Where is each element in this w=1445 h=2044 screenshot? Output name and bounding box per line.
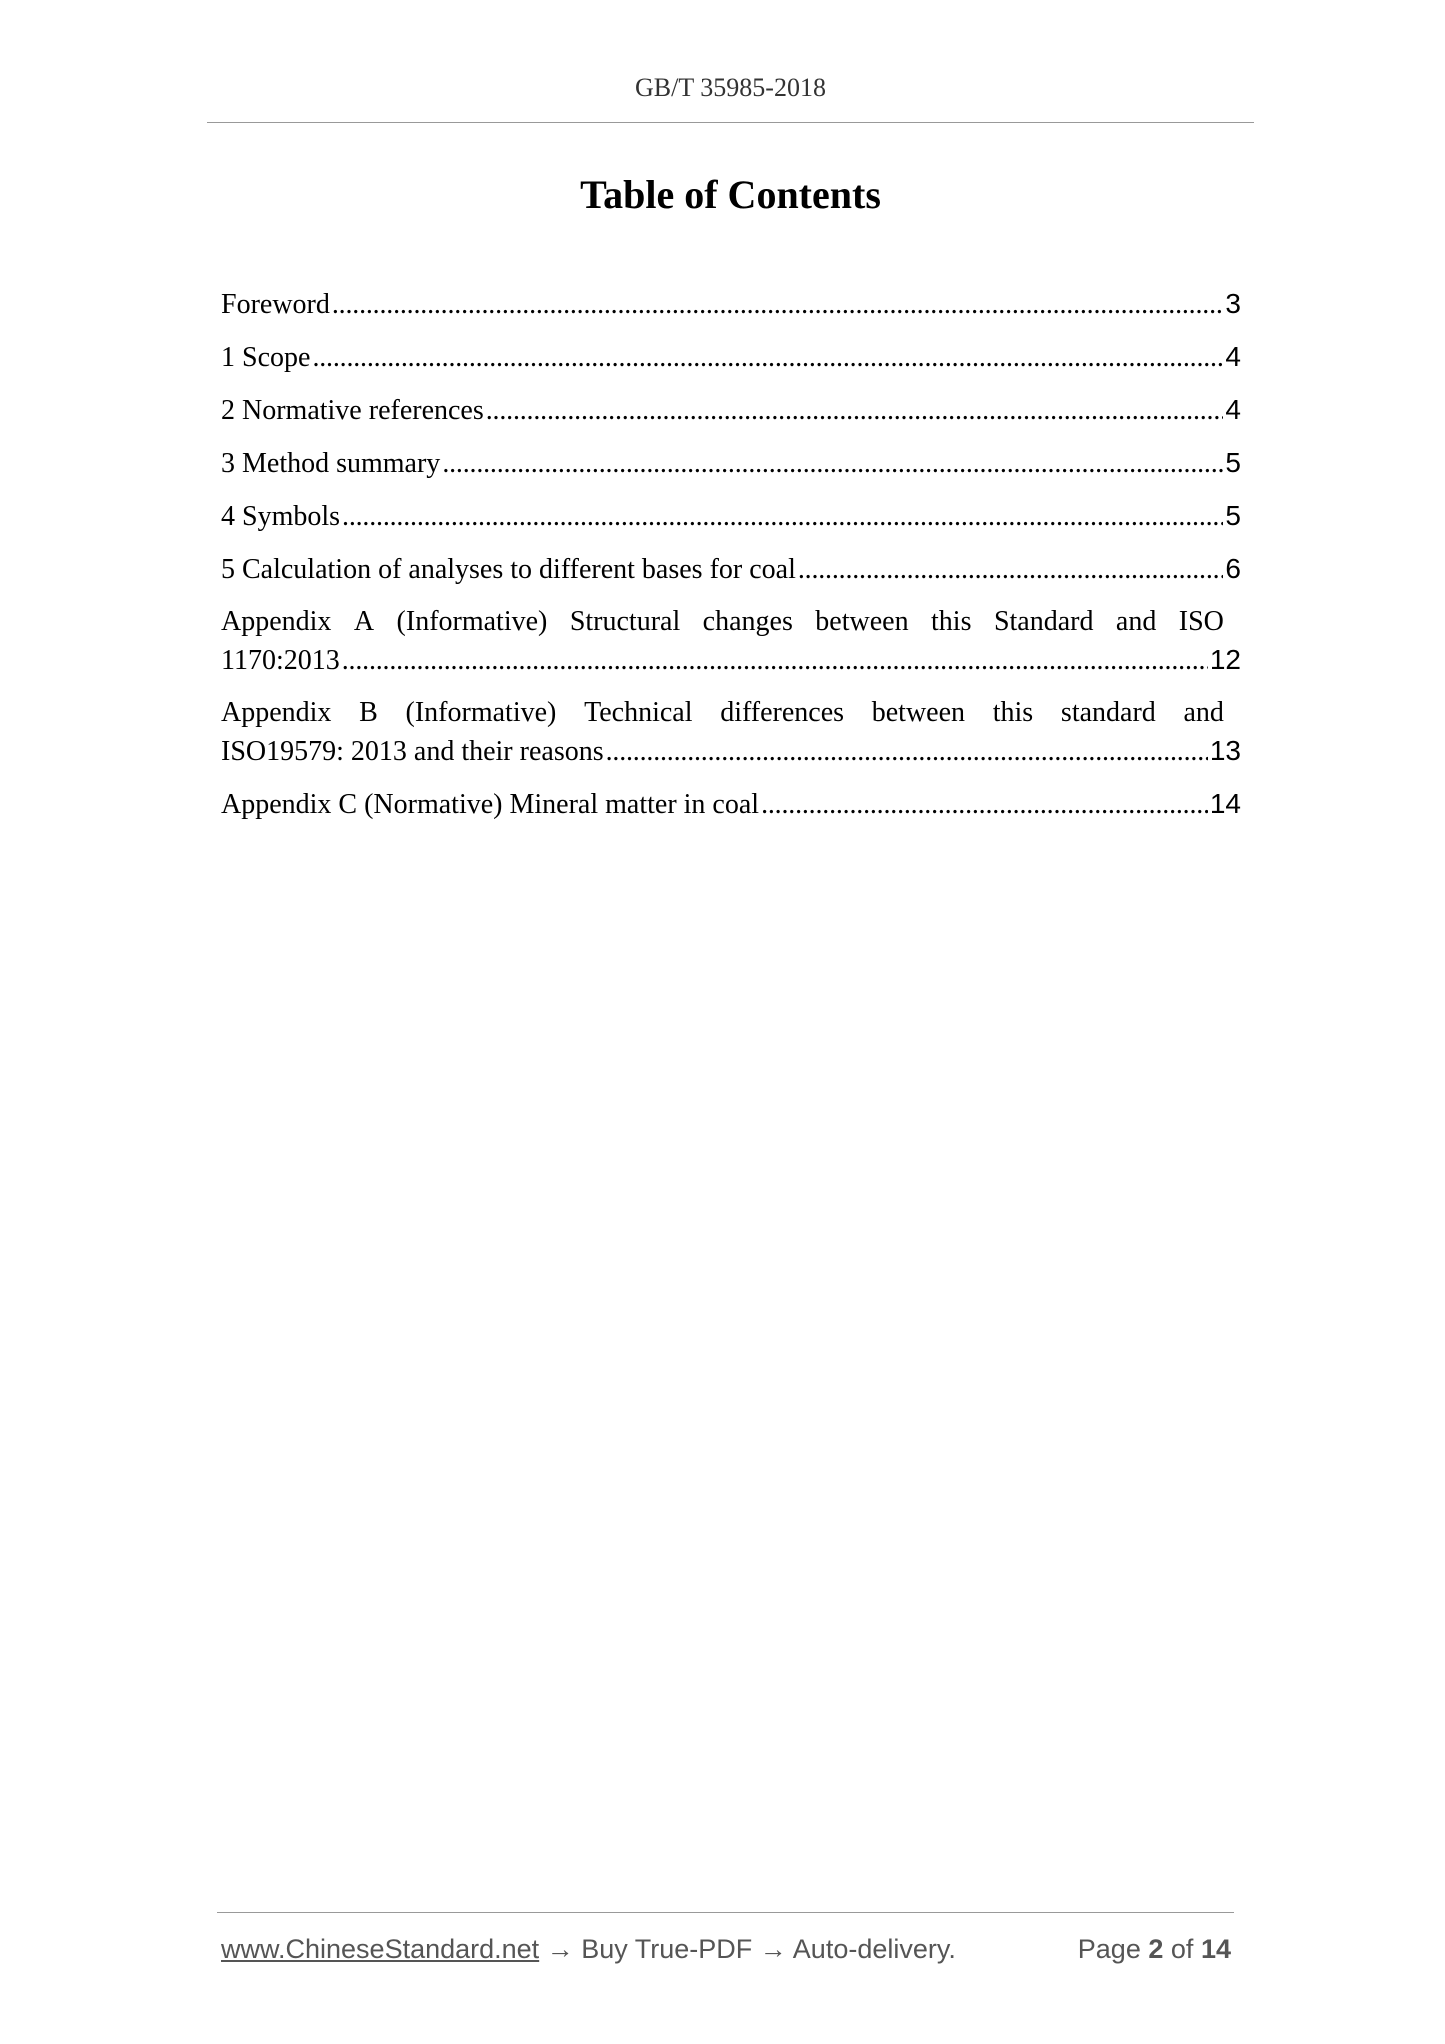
toc-entry-label-line2: ISO19579: 2013 and their reasons [221,736,604,767]
toc-entry-page: 3 [1225,288,1241,319]
toc-entry-calculation[interactable] [221,550,1241,589]
toc-entry-page: 13 [1209,735,1241,766]
toc-entry-normative-references[interactable] [221,391,1241,430]
dot-leader [798,551,1224,589]
toc-entry-page: 4 [1225,394,1241,425]
page-indicator [1078,1932,1231,1966]
toc-entry-label-line1: Appendix A (Informative) Structural changes between this Standard and ISO [221,606,1224,637]
toc-entry-scope[interactable] [221,338,1241,377]
document-id-header: GB/T 35985-2018 [635,73,826,102]
total-page-count: 14 [1200,1934,1231,1964]
toc-entry-page: 6 [1225,553,1241,584]
toc-entry-label-line2: 1170:2013 [221,645,340,676]
toc-entry-page: 12 [1209,644,1241,675]
website-link[interactable]: www.ChineseStandard.net [221,1934,540,1964]
dot-leader [606,733,1208,771]
toc-entry-appendix-b[interactable] [221,694,1241,771]
page-word: Page [1077,1934,1141,1964]
toc-entry-foreword[interactable] [221,285,1241,324]
toc-entry-symbols[interactable] [221,497,1241,536]
toc-entry-label: 5 Calculation of analyses to different bases for coal [221,554,796,585]
toc-entry-label: 2 Normative references [221,395,484,426]
of-word: of [1170,1934,1194,1964]
dot-leader [342,642,1208,680]
footer-divider [217,1912,1234,1913]
current-page-number: 2 [1148,1934,1164,1964]
arrow-right-icon: → [759,1934,787,1964]
toc-entry-label: Appendix C (Normative) Mineral matter in coal [221,789,760,820]
toc-entry-label: 1 Scope [221,342,311,373]
dot-leader [332,286,1224,324]
page-title: Table of Contents [580,172,881,217]
toc-entry-appendix-a[interactable] [221,603,1241,680]
dot-leader [342,498,1223,536]
dot-leader [312,339,1223,377]
header-divider [207,122,1254,123]
buy-true-pdf-text: Buy True-PDF [581,1934,753,1964]
toc-entry-method-summary[interactable] [221,444,1241,483]
dot-leader [486,392,1224,430]
toc-entry-label: Foreword [221,289,330,320]
toc-entry-label-line1: Appendix B (Informative) Technical differences between this standard and [221,697,1224,728]
toc-entry-label: 3 Method summary [221,448,441,479]
toc-entry-label: 4 Symbols [221,501,341,532]
auto-delivery-text: Auto-delivery. [792,1934,956,1964]
toc-entry-page: 4 [1225,341,1241,372]
page-footer [221,1932,1231,1966]
dot-leader [442,445,1223,483]
dot-leader [761,786,1208,824]
toc-entry-page: 5 [1225,500,1241,531]
toc-entry-appendix-c[interactable] [221,785,1241,824]
arrow-right-icon: → [546,1934,574,1964]
toc-entry-page: 5 [1225,447,1241,478]
toc-entry-page: 14 [1209,788,1241,819]
